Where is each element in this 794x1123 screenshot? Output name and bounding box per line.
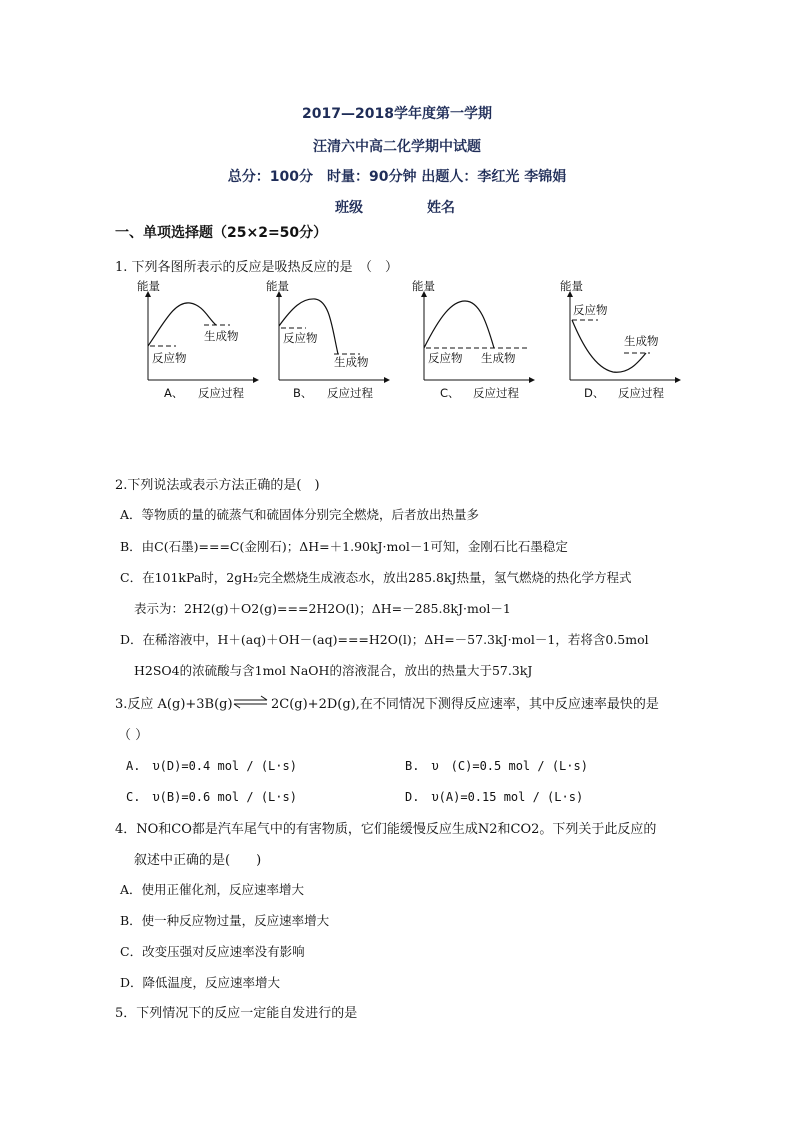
name-label: 姓名 — [427, 200, 455, 216]
graph-b-option-label: B、 — [293, 386, 313, 400]
q3-paren: （ ） — [118, 728, 149, 743]
graph-a-xlabel: 反应过程 — [198, 386, 244, 400]
graph-d-product-label: 生成物 — [624, 334, 659, 348]
q2-option-c-line2: 表示为：2H2(g)＋O2(g)===2H2O(l)；ΔH=－285.8kJ·mol－1 — [134, 601, 511, 616]
graph-b-xlabel: 反应过程 — [327, 386, 373, 400]
q4-stem-line2: 叙述中正确的是( ) — [134, 853, 262, 868]
q4-stem-line1: 4．NO和CO都是汽车尾气中的有害物质，它们能缓慢反应生成N2和CO2。下列关于此反应的 — [115, 822, 657, 837]
graph-c-energy-label: 能量 — [412, 279, 435, 293]
graph-c-xlabel: 反应过程 — [473, 386, 519, 400]
graph-c-product-label: 生成物 — [481, 351, 516, 365]
graph-d-xlabel: 反应过程 — [618, 386, 664, 400]
graph-d-option-label: D、 — [584, 386, 605, 400]
q1-stem: 1. 下列各图所表示的反应是吸热反应的是 （ ） — [115, 260, 399, 275]
graph-a — [137, 279, 258, 400]
q4-option-c: C．改变压强对反应速率没有影响 — [120, 944, 305, 959]
graph-b-reactant-label: 反应物 — [283, 331, 318, 345]
graph-c — [412, 279, 534, 400]
graph-a-option-label: A、 — [164, 386, 184, 400]
graph-d-energy-label: 能量 — [560, 279, 583, 293]
graph-d — [560, 279, 680, 400]
q2-option-a: A．等物质的量的硫蒸气和硫固体分别完全燃烧，后者放出热量多 — [120, 507, 480, 522]
q2-option-d-line2: H2SO4的浓硫酸与含1mol NaOH的溶液混合，放出的热量大于57.3kJ — [134, 663, 533, 678]
q2-stem: 2.下列说法或表示方法正确的是( ) — [115, 478, 320, 493]
exam-title: 汪清六中高二化学期中试题 — [313, 139, 481, 155]
class-label: 班级 — [335, 200, 363, 216]
exam-info: 总分：100分 时量：90分钟 出题人：李红光 李锦娟 — [227, 169, 567, 185]
q3-stem-pre: 3.反应 A(g)+3B(g) — [115, 697, 233, 712]
exam-year: 2017—2018学年度第一学期 — [302, 106, 492, 122]
graph-b-curve — [279, 299, 338, 354]
q4-option-b: B．使一种反应物过量，反应速率增大 — [120, 913, 330, 928]
q3-option-a: A. υ(D)=0.4 mol / (L·s) — [126, 759, 297, 773]
q3-stem-post: 2C(g)+2D(g),在不同情况下测得反应速率，其中反应速率最快的是 — [271, 697, 659, 712]
graph-c-option-label: C、 — [440, 386, 460, 400]
equilibrium-arrow-icon — [233, 695, 269, 709]
graph-b-product-label: 生成物 — [334, 355, 369, 369]
q3-option-c: C. υ(B)=0.6 mol / (L·s) — [126, 790, 297, 804]
graph-b-energy-label: 能量 — [266, 279, 289, 293]
graph-a-reactant-label: 反应物 — [152, 351, 187, 365]
q2-option-b: B．由C(石墨)===C(金刚石)；ΔH=＋1.90kJ·mol－1可知，金刚石比石墨稳定 — [120, 539, 568, 554]
graph-a-energy-label: 能量 — [137, 279, 160, 293]
graph-c-curve — [424, 301, 494, 348]
graph-b — [266, 279, 389, 400]
q3-option-b: B. υ (C)=0.5 mol / (L·s) — [405, 759, 588, 773]
graph-c-reactant-label: 反应物 — [428, 351, 463, 365]
section-title: 一、单项选择题（25×2=50分） — [115, 225, 328, 241]
q2-option-d-line1: D．在稀溶液中，H＋(aq)＋OH－(aq)===H2O(l)；ΔH=－57.3kJ·mol－1，若将含0.5mol — [120, 632, 649, 647]
q5-stem: 5．下列情况下的反应一定能自发进行的是 — [115, 1006, 358, 1021]
graph-a-product-label: 生成物 — [204, 329, 239, 343]
graph-d-reactant-label: 反应物 — [573, 303, 608, 317]
q4-option-a: A．使用正催化剂，反应速率增大 — [120, 882, 305, 897]
q4-option-d: D．降低温度，反应速率增大 — [120, 975, 281, 990]
q3-option-d: D. υ(A)=0.15 mol / (L·s) — [405, 790, 584, 804]
q1-graphs — [0, 276, 794, 408]
q2-option-c-line1: C．在101kPa时，2gH₂完全燃烧生成液态水，放出285.8kJ热量，氢气燃烧的热化学方程式 — [120, 570, 632, 585]
